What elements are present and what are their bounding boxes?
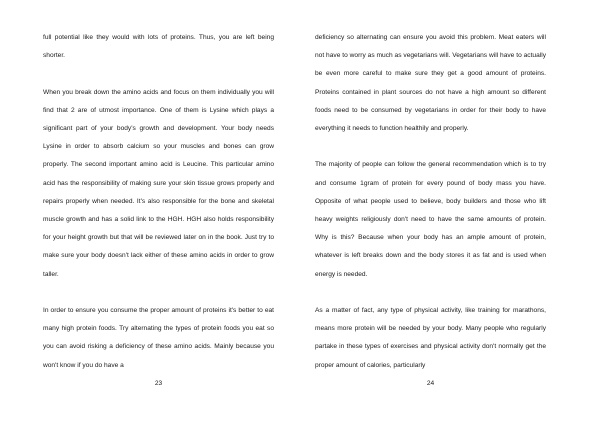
page-right <box>300 0 600 424</box>
paragraph: As a matter of fact, any type of physical activity, like training for marathons, means more protein will be needed by your body. Many people who regularly partake in these types of exercises and physical activity don't normally get the proper amount of calories, particularly <box>315 307 546 369</box>
page-text <box>315 29 546 375</box>
paragraph: When you break down the amino acids and focus on them individually you will find that 2 are of utmost importance. One of them is Lysine which plays a significant part of your body's growth and development. Your body needs Lysine in order to absorb calcium so your muscles and bones can grow properly. The second important amino acid is Leucine. This particular amino acid has the responsibility of making sure your skin tissue grows properly and repairs properly when needed. It's also responsible for the bone and skeletal muscle growth and has a solid link to the HGH. HGH also holds responsibility for your height growth but that will be reviewed later on in the book. Just try to make sure your body doesn't lack either of these amino acids in order to grow taller. <box>43 88 274 278</box>
paragraph: In order to ensure you consume the proper amount of proteins it's better to eat many high protein foods. Try alternating the types of protein foods you eat so you can avoid risking a deficiency of these amino acids. Mainly because you won't know if you do have a <box>43 307 274 369</box>
paragraph: full potential like they would with lots of proteins. Thus, you are left being shorter. <box>43 34 274 60</box>
page-text <box>43 29 274 375</box>
page-number: 24 <box>426 380 435 387</box>
paragraph: The majority of people can follow the general recommendation which is to try and consume 1gram of protein for every pound of body mass you have. Opposite of what people used to believe, body builders and those who lift heavy weights religiously don't need to have the same amounts of protein. Why is this? Because when your body has an ample amount of protein, whatever is left breaks down and the body stores it as fat and is used when energy is needed. <box>315 161 546 278</box>
paragraph: deficiency so alternating can ensure you avoid this problem. Meat eaters will not have to worry as much as vegetarians will. Vegetarians will have to actually be even more careful to make sure they get a good amount of proteins. Proteins contained in plant sources do not have a high amount so different foods need to be consumed by vegetarians in order for their body to have everything it needs to function healthily and properly. <box>315 34 546 133</box>
page-number: 23 <box>154 380 163 387</box>
